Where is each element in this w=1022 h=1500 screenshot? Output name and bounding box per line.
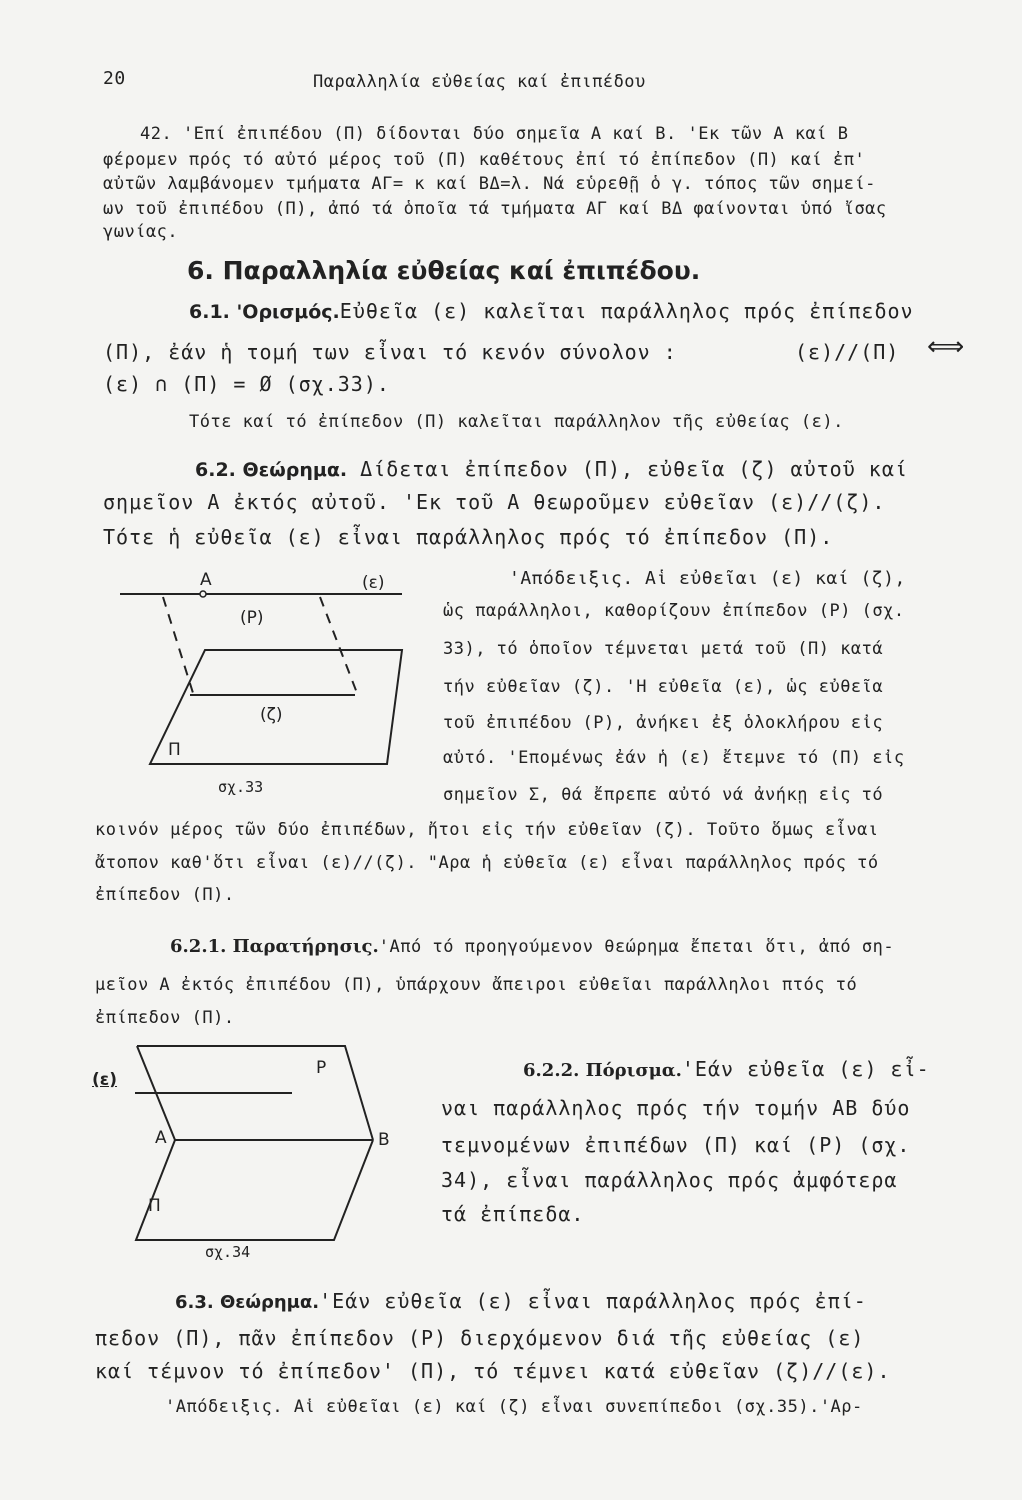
label-plane-p: P (316, 1058, 327, 1078)
proof-line: ὡς παράλληλοι, καθορίζουν ἐπίπεδον (Ρ) (σχ. (443, 601, 905, 621)
theorem-line (175, 1289, 867, 1313)
definition-line: (Π), ἐάν ἡ τομή των εἶναι τό κενόν σύνολον : (103, 340, 677, 364)
theorem-line: καί τέμνον τό ἐπίπεδον' (Π), τό τέμνει κατά εὐθεῖαν (ζ)//(ε). (95, 1359, 891, 1383)
proof-line: σημεῖον Σ, θά ἔπρεπε αὐτό νά ἀνήκῃ εἰς τό (443, 785, 884, 805)
definition-note: Τότε καί τό ἐπίπεδον (Π) καλεῖται παράλληλον τῆς εὐθείας (ε). (189, 412, 844, 432)
figure-caption: σχ.33 (218, 778, 264, 796)
theorem-text: Δίδεται ἐπίπεδον (Π), εὐθεῖα (ζ) αὐτοῦ καί (360, 457, 908, 481)
label-plane-pi: Π (168, 740, 181, 760)
corollary-heading: 6.2.2. Πόρισμα. (523, 1060, 682, 1081)
remark-heading: 6.2.1. Παρατήρησις. (170, 936, 379, 957)
definition-line: (ε) ∩ (Π) = Ø (σχ.33). (103, 372, 390, 396)
remark-text: 'Από τό προηγούμενον θεώρημα ἔπεται ὅτι, ἀπό ση- (378, 937, 895, 957)
figure-caption: σχ.34 (205, 1243, 251, 1261)
proof-line: 33), τό ὁποῖον τέμνεται μετά τοῦ (Π) κατά (443, 639, 884, 659)
theorem-heading: 6.2. Θεώρημα. (195, 459, 348, 481)
plane-pi-outline (136, 1140, 373, 1240)
section-title: 6. Παραλληλία εὐθείας καί ἐπιπέδου. (187, 256, 701, 285)
problem-42-line: 42. 'Επί ἐπιπέδου (Π) δίδονται δύο σημεῖα Α καί Β. 'Εκ τῶν Α καί Β (140, 124, 849, 144)
problem-42-line: ων τοῦ ἐπιπέδου (Π), ἀπό τά ὁποῖα τά τμήματα ΑΓ καί ΒΔ φαίνονται ὑπό ἴσας (103, 199, 887, 219)
proof-line: ἐπίπεδον (Π). (95, 885, 235, 905)
corollary-line: τά ἐπίπεδα. (441, 1202, 585, 1226)
problem-42-line: φέρομεν πρός τό αὐτό μέρος τοῦ (Π) καθέτους ἐπί τό ἐπίπεδον (Π) καί ἐπ' (103, 150, 866, 170)
corollary-line: ναι παράλληλος πρός τήν τομήν ΑΒ δύο (441, 1096, 911, 1120)
corollary-line: 34), εἶναι παράλληλος πρός ἀμφότερα (441, 1168, 898, 1192)
theorem-line: Τότε ἡ εὐθεῖα (ε) εἶναι παράλληλος πρός τό ἐπίπεδον (Π). (103, 525, 834, 549)
equivalence-symbol: ⟺ (927, 332, 965, 362)
theorem-line: πεδον (Π), πᾶν ἐπίπεδον (Ρ) διερχόμενον διά τῆς εὐθείας (ε) (95, 1326, 865, 1350)
label-epsilon: (ε) (362, 573, 385, 593)
corollary-line: τεμνομένων ἐπιπέδων (Π) καί (Ρ) (σχ. (441, 1133, 911, 1157)
definition-text: Εὐθεῖα (ε) καλεῖται παράλληλος πρός ἐπίπεδον (339, 299, 914, 323)
proof-line: τοῦ ἐπιπέδου (Ρ), ἀνήκει ἐξ ὁλοκλήρου εἰς (443, 713, 884, 733)
label-zeta: (ζ) (260, 705, 283, 725)
problem-42-line: αὐτῶν λαμβάνομεν τμήματα ΑΓ= κ καί ΒΔ=λ. Νά εὑρεθῇ ὁ γ. τόπος τῶν σημεί- (103, 174, 876, 194)
definition-heading: 6.1. 'Ορισμός. (189, 301, 340, 323)
proof-line: κοινόν μέρος τῶν δύο ἐπιπέδων, ἤτοι εἰς τήν εὐθεῖαν (ζ). Τοῦτο ὅμως εἶναι (95, 820, 879, 840)
label-a: A (200, 570, 212, 590)
parallel-notation: (ε)//(Π) (795, 340, 900, 364)
proof-line: 'Απόδειξις. Αἱ εὐθεῖαι (ε) καί (ζ) εἶναι συνεπίπεδοι (σχ.35).'Αρ- (165, 1397, 863, 1417)
label-plane-p: (P) (240, 608, 264, 628)
label-point-a: A (155, 1128, 167, 1148)
problem-42-line: γωνίας. (103, 222, 179, 242)
corollary-line (523, 1057, 930, 1081)
corollary-text: 'Εάν εὐθεῖα (ε) εἶ- (681, 1057, 930, 1081)
remark-line: ἐπίπεδον (Π). (95, 1008, 235, 1028)
label-plane-pi: Π (148, 1196, 161, 1216)
proof-line: τήν εὐθεῖαν (ζ). 'Η εὐθεῖα (ε), ὡς εὐθεῖα (443, 677, 884, 697)
proof-line: αὐτό. 'Επομένως ἐάν ἡ (ε) ἔτεμνε τό (Π) εἰς (443, 748, 905, 768)
theorem-line: σημεῖον Α ἐκτός αὐτοῦ. 'Εκ τοῦ Α θεωροῦμεν εὐθεῖαν (ε)//(ζ). (103, 490, 886, 514)
remark-line: μεῖον Α ἐκτός ἐπιπέδου (Π), ὑπάρχουν ἄπειροι εὐθεῖαι παράλληλοι πτός τό (95, 975, 858, 995)
theorem-heading: 6.3. Θεώρημα. (175, 1292, 320, 1313)
proof-line: ἄτοπον καθ'ὅτι εἶναι (ε)//(ζ). "Αρα ἡ εὐθεῖα (ε) εἶναι παράλληλος πρός τό (95, 853, 879, 873)
theorem-text: 'Εάν εὐθεῖα (ε) εἶναι παράλληλος πρός ἐπί- (319, 1289, 867, 1313)
proof-line: 'Απόδειξις. Αἱ εὐθεῖαι (ε) καί (ζ), (509, 568, 906, 589)
running-title: Παραλληλία εὐθείας καί ἐπιπέδου (313, 72, 646, 92)
label-epsilon: (ε) (92, 1070, 118, 1090)
page-number: 20 (103, 68, 126, 89)
label-point-b: B (378, 1130, 390, 1150)
